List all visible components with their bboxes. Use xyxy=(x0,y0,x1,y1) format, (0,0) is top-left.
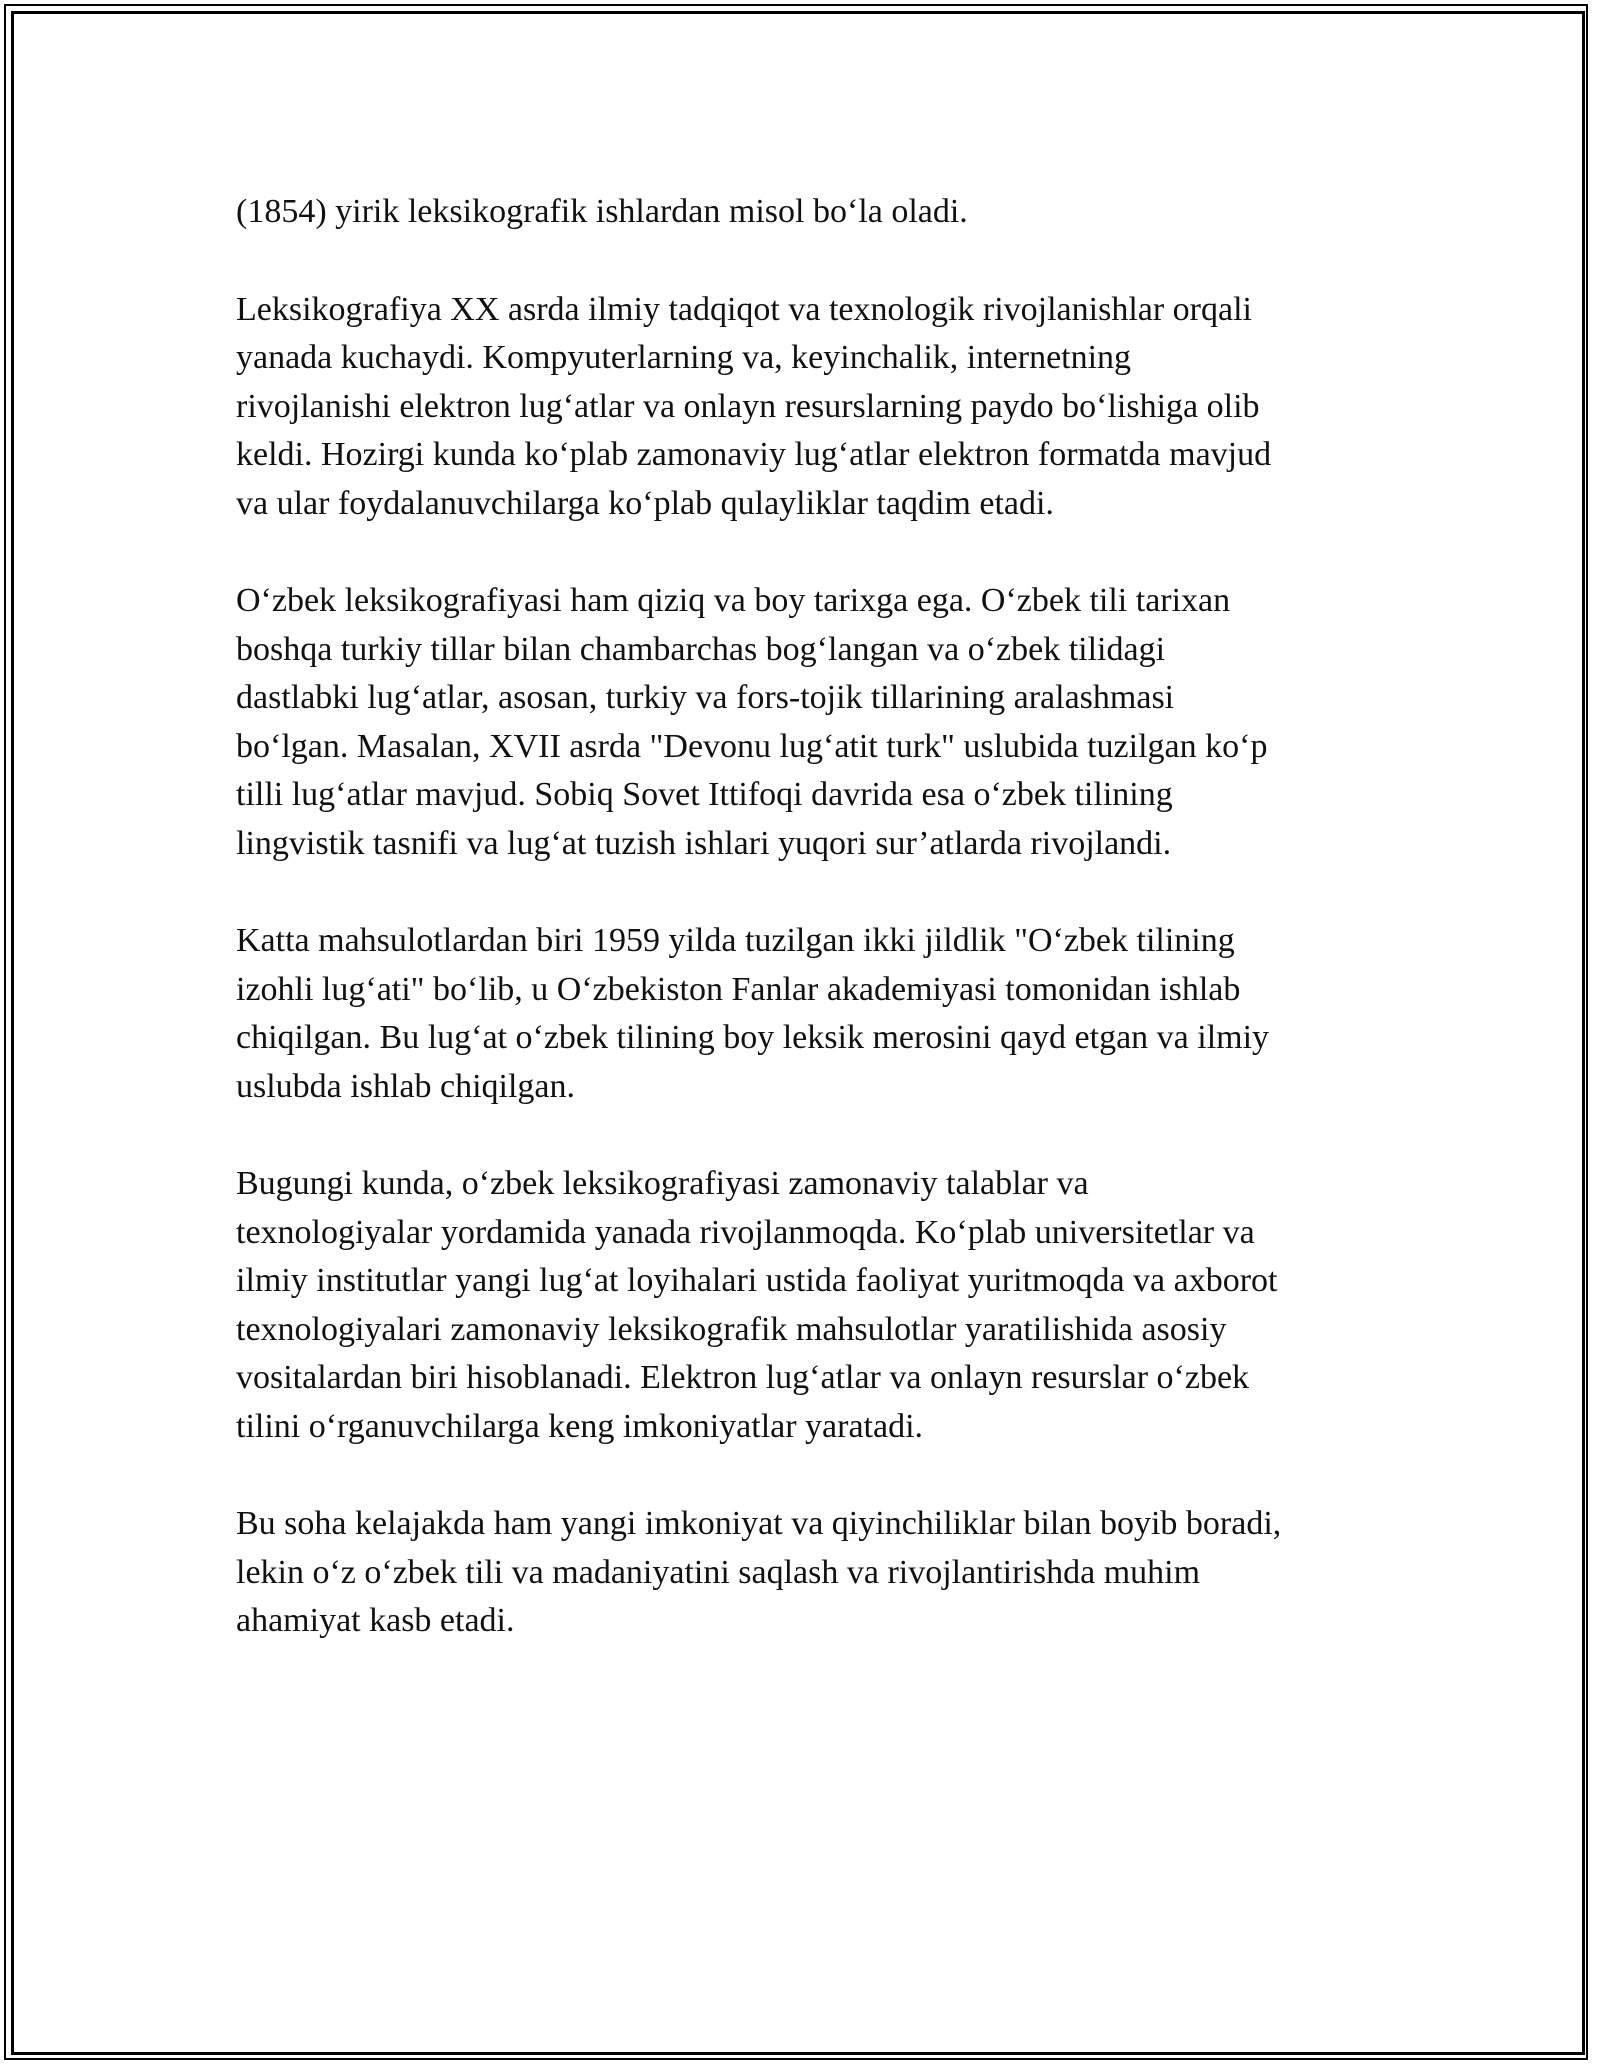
text-line: lingvistik tasnifi va lug‘at tuzish ishlari yuqori sur’atlarda rivojlandi. xyxy=(236,824,1172,862)
text-line: tilli lug‘atlar mavjud. Sobiq Sovet Ittifoqi davrida esa o‘zbek tilining xyxy=(236,776,1173,813)
document-body xyxy=(236,188,1376,1695)
text-line: ahamiyat kasb etadi. xyxy=(236,1602,515,1639)
text-line: rivojlanishi elektron lug‘atlar va onlayn resurslarning paydo bo‘lishiga olib xyxy=(236,387,1260,425)
text-line: texnologiyalari zamonaviy leksikografik mahsulotlar yaratilishida asosiy xyxy=(236,1310,1227,1348)
text-line: bo‘lgan. Masalan, XVII asrda "Devonu lug‘atit turk" uslubida tuzilgan ko‘p xyxy=(236,727,1268,765)
paragraph-4 xyxy=(236,917,1376,1111)
text-line: Katta mahsulotlardan biri 1959 yilda tuzilgan ikki jildlik "O‘zbek tilining xyxy=(236,922,1235,959)
text-line: (1854) yirik leksikografik ishlardan misol bo‘la oladi. xyxy=(236,193,968,230)
text-line: Bugungi kunda, o‘zbek leksikografiyasi zamonaviy talablar va xyxy=(236,1165,1089,1202)
text-line: boshqa turkiy tillar bilan chambarchas bog‘langan va o‘zbek tilidagi xyxy=(236,630,1166,668)
paragraph-3 xyxy=(236,577,1376,868)
text-line: dastlabki lug‘atlar, asosan, turkiy va fors-tojik tillarining aralashmasi xyxy=(236,679,1175,716)
text-line: uslubda ishlab chiqilgan. xyxy=(236,1067,576,1105)
text-line: tilini o‘rganuvchilarga keng imkoniyatlar yaratadi. xyxy=(236,1407,924,1445)
text-line: Leksikografiya XX asrda ilmiy tadqiqot va texnologik rivojlanishlar orqali xyxy=(236,290,1252,328)
text-line: vositalardan biri hisoblanadi. Elektron lug‘atlar va onlayn resurslar o‘zbek xyxy=(236,1359,1250,1396)
text-line: keldi. Hozirgi kunda ko‘plab zamonaviy lug‘atlar elektron formatda mavjud xyxy=(236,436,1272,473)
text-line: Bu soha kelajakda ham yangi imkoniyat va qiyinchiliklar bilan boyib boradi, xyxy=(236,1505,1282,1542)
text-line: lekin o‘z o‘zbek tili va madaniyatini saqlash va rivojlantirishda muhim xyxy=(236,1553,1201,1591)
paragraph-6 xyxy=(236,1500,1376,1646)
text-line: texnologiyalar yordamida yanada rivojlanmoqda. Ko‘plab universitetlar va xyxy=(236,1213,1255,1251)
paragraph-1 xyxy=(236,188,1376,237)
paragraph-5 xyxy=(236,1160,1376,1451)
text-line: va ular foydalanuvchilarga ko‘plab qulayliklar taqdim etadi. xyxy=(236,484,1054,522)
text-line: izohli lug‘ati" bo‘lib, u O‘zbekiston Fanlar akademiyasi tomonidan ishlab xyxy=(236,970,1241,1008)
text-line: O‘zbek leksikografiyasi ham qiziq va boy tarixga ega. O‘zbek tili tarixan xyxy=(236,582,1231,619)
text-line: chiqilgan. Bu lug‘at o‘zbek tilining boy leksik merosini qayd etgan va ilmiy xyxy=(236,1019,1270,1056)
text-line: yanada kuchaydi. Kompyuterlarning va, keyinchalik, internetning xyxy=(236,339,1132,376)
text-line: ilmiy institutlar yangi lug‘at loyihalari ustida faoliyat yuritmoqda va axborot xyxy=(236,1262,1278,1299)
paragraph-2 xyxy=(236,286,1376,529)
